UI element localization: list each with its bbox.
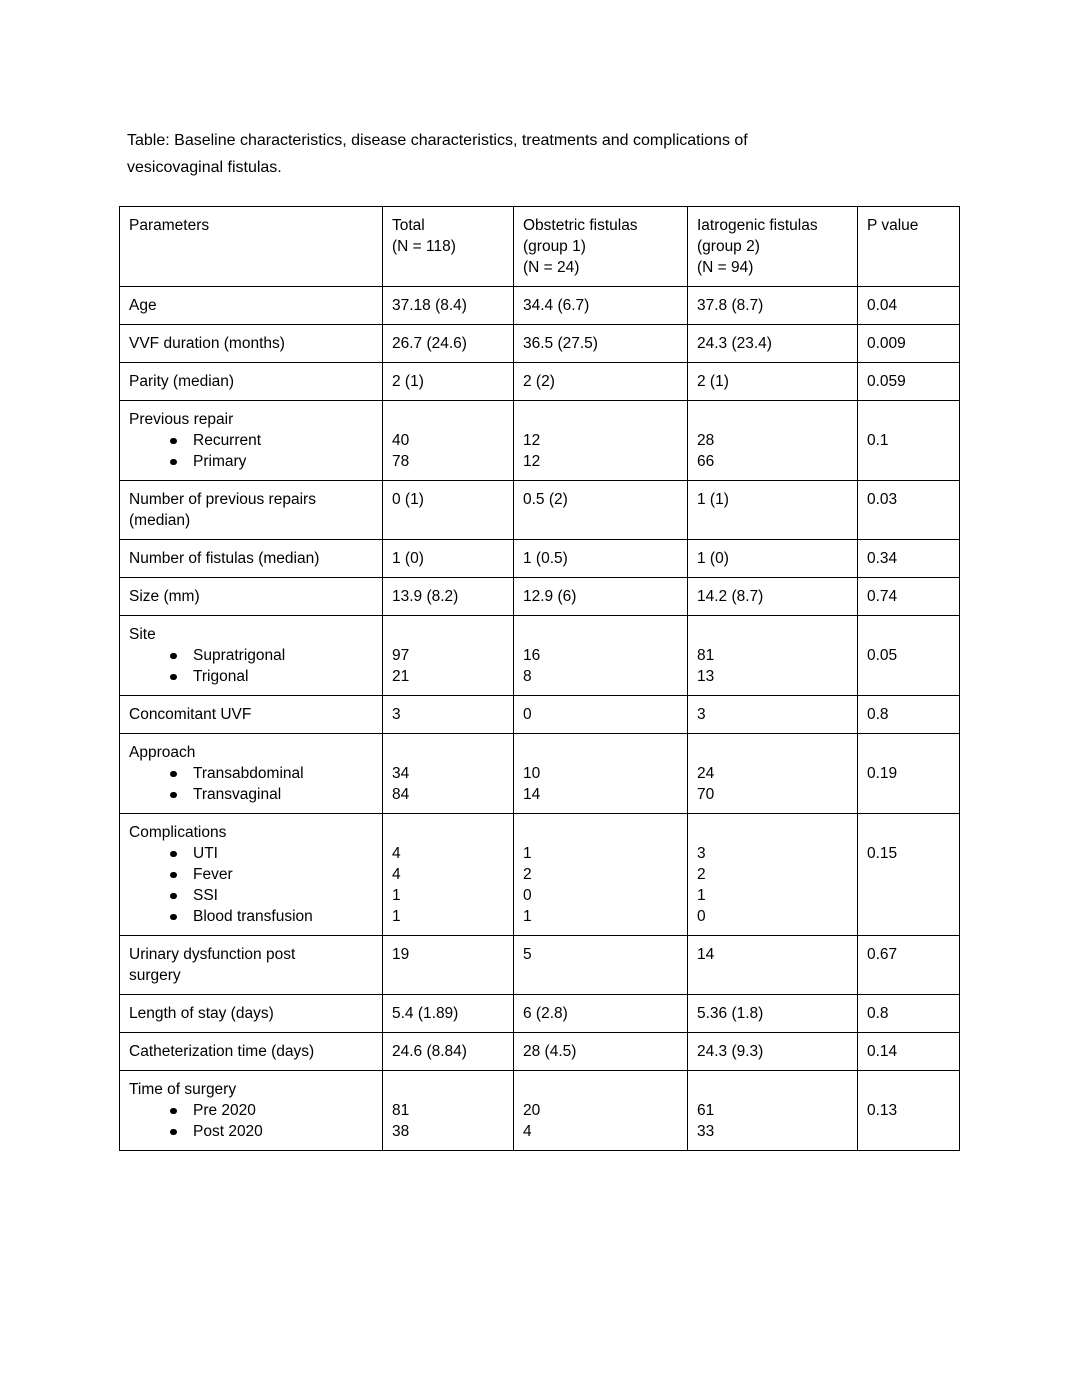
cell-text-line: (N = 118) <box>392 238 456 255</box>
table-row <box>120 995 960 1033</box>
cell-text-line: Site <box>129 626 156 643</box>
obstetric-cell <box>514 1071 688 1151</box>
pvalue-cell <box>858 325 960 363</box>
obstetric-cell <box>514 995 688 1033</box>
cell-text-line: 0.13 <box>867 1102 898 1119</box>
cell-text-line: 5.36 (1.8) <box>697 1005 764 1022</box>
cell-text-line: 3 <box>697 706 706 723</box>
total-cell <box>383 734 514 814</box>
bullet-icon <box>170 459 177 466</box>
iatrogenic-cell <box>688 936 858 995</box>
iatrogenic-cell <box>688 287 858 325</box>
cell-text-line: 0.15 <box>867 845 898 862</box>
cell-text-line: 0 <box>523 706 532 723</box>
cell-text-line: 5 <box>523 946 532 963</box>
cell-text-line: 37.18 (8.4) <box>392 297 467 314</box>
param-cell <box>120 540 383 578</box>
bullet-list-item <box>129 451 373 472</box>
cell-text-line: 84 <box>392 786 410 803</box>
obstetric-cell <box>514 616 688 696</box>
cell-text-line: 21 <box>392 668 410 685</box>
blank-line <box>697 1079 848 1100</box>
iatrogenic-cell <box>688 995 858 1033</box>
header-row <box>120 207 960 287</box>
bullet-list-item <box>129 763 373 784</box>
cell-text-line: Previous repair <box>129 411 234 428</box>
obstetric-cell <box>514 287 688 325</box>
bullet-list-item <box>129 430 373 451</box>
total-cell <box>383 936 514 995</box>
blank-line <box>867 742 950 763</box>
bullet-item-label: Transabdominal <box>193 765 304 782</box>
blank-line <box>392 742 504 763</box>
cell-text-line: (median) <box>129 512 191 529</box>
cell-text-line: 0.1 <box>867 432 889 449</box>
cell-text-line: Concomitant UVF <box>129 706 252 723</box>
header-param-cell <box>120 207 383 287</box>
blank-line <box>697 742 848 763</box>
bullet-item-label: Recurrent <box>193 432 262 449</box>
cell-text-line: 0.8 <box>867 1005 889 1022</box>
cell-text-line: 2 (2) <box>523 373 555 390</box>
cell-text-line: 12 <box>523 432 541 449</box>
cell-text-line: 3 <box>392 706 401 723</box>
cell-text-line: 0.19 <box>867 765 898 782</box>
pvalue-cell <box>858 540 960 578</box>
cell-text-line: 16 <box>523 647 541 664</box>
cell-text-line: 33 <box>697 1123 715 1140</box>
blank-line <box>867 409 950 430</box>
cell-text-line: 1 (0) <box>697 550 729 567</box>
cell-text-line: 38 <box>392 1123 410 1140</box>
iatrogenic-cell <box>688 616 858 696</box>
cell-text-line: 24 <box>697 765 715 782</box>
cell-text-line: 19 <box>392 946 410 963</box>
param-cell <box>120 363 383 401</box>
bullet-item-label: Supratrigonal <box>193 647 286 664</box>
obstetric-cell <box>514 696 688 734</box>
blank-line <box>523 822 678 843</box>
table-body <box>120 287 960 1151</box>
blank-line <box>523 409 678 430</box>
cell-text-line: 2 (1) <box>392 373 424 390</box>
cell-text-line: 1 <box>697 887 706 904</box>
bullet-item-label: Primary <box>193 453 247 470</box>
iatrogenic-cell <box>688 814 858 936</box>
cell-text-line: 0.74 <box>867 588 898 605</box>
bullet-list-item <box>129 784 373 805</box>
cell-text-line: Catheterization time (days) <box>129 1043 315 1060</box>
bullet-icon <box>170 851 177 858</box>
cell-text-line: 0.04 <box>867 297 898 314</box>
cell-text-line: (group 1) <box>523 238 586 255</box>
cell-text-line: 1 (0.5) <box>523 550 568 567</box>
iatrogenic-cell <box>688 540 858 578</box>
cell-text-line: 28 (4.5) <box>523 1043 577 1060</box>
blank-line <box>867 624 950 645</box>
table-row <box>120 401 960 481</box>
total-cell <box>383 696 514 734</box>
param-cell <box>120 696 383 734</box>
total-cell <box>383 287 514 325</box>
cell-text-line: 13 <box>697 668 715 685</box>
cell-text-line: 20 <box>523 1102 541 1119</box>
param-cell <box>120 1071 383 1151</box>
bullet-icon <box>170 1129 177 1136</box>
total-cell <box>383 1071 514 1151</box>
table-row <box>120 734 960 814</box>
cell-text-line: Number of fistulas (median) <box>129 550 320 567</box>
blank-line <box>523 742 678 763</box>
bullet-icon <box>170 438 177 445</box>
pvalue-cell <box>858 1071 960 1151</box>
bullet-icon <box>170 771 177 778</box>
blank-line <box>392 409 504 430</box>
iatrogenic-cell <box>688 1071 858 1151</box>
bullet-list-item <box>129 864 373 885</box>
total-cell <box>383 401 514 481</box>
cell-text-line: 13.9 (8.2) <box>392 588 459 605</box>
cell-text-line: Size (mm) <box>129 588 200 605</box>
cell-text-line: 34.4 (6.7) <box>523 297 590 314</box>
iatrogenic-cell <box>688 1033 858 1071</box>
bullet-list-item <box>129 843 373 864</box>
obstetric-cell <box>514 363 688 401</box>
bullet-icon <box>170 893 177 900</box>
pvalue-cell <box>858 995 960 1033</box>
iatrogenic-cell <box>688 481 858 540</box>
cell-text-line: 0.5 (2) <box>523 491 568 508</box>
baseline-characteristics-table <box>119 206 960 1151</box>
header-total-cell <box>383 207 514 287</box>
cell-text-line: 24.6 (8.84) <box>392 1043 467 1060</box>
cell-text-line: 28 <box>697 432 715 449</box>
bullet-icon <box>170 1108 177 1115</box>
table-row <box>120 287 960 325</box>
bullet-icon <box>170 653 177 660</box>
cell-text-line: 61 <box>697 1102 715 1119</box>
cell-text-line: 0.34 <box>867 550 898 567</box>
blank-line <box>697 822 848 843</box>
table-row <box>120 1033 960 1071</box>
cell-text-line: 12.9 (6) <box>523 588 577 605</box>
cell-text-line: Total <box>392 217 425 234</box>
total-cell <box>383 814 514 936</box>
pvalue-cell <box>858 363 960 401</box>
cell-text-line: (group 2) <box>697 238 760 255</box>
cell-text-line: 3 <box>697 845 706 862</box>
param-cell <box>120 814 383 936</box>
header-obstetric-cell <box>514 207 688 287</box>
param-cell <box>120 287 383 325</box>
obstetric-cell <box>514 1033 688 1071</box>
total-cell <box>383 578 514 616</box>
param-cell <box>120 995 383 1033</box>
cell-text-line: 1 (0) <box>392 550 424 567</box>
cell-text-line: 0 <box>523 887 532 904</box>
table-row <box>120 325 960 363</box>
obstetric-cell <box>514 734 688 814</box>
cell-text-line: 0.67 <box>867 946 898 963</box>
param-cell <box>120 616 383 696</box>
cell-text-line: 5.4 (1.89) <box>392 1005 459 1022</box>
bullet-item-label: Post 2020 <box>193 1123 263 1140</box>
cell-text-line: surgery <box>129 967 181 984</box>
table-row <box>120 481 960 540</box>
param-cell <box>120 1033 383 1071</box>
cell-text-line: 1 <box>392 887 401 904</box>
cell-text-line: (N = 94) <box>697 259 754 276</box>
table-caption-line: Table: Baseline characteristics, disease characteristics, treatments and complications of <box>127 132 748 149</box>
pvalue-cell <box>858 936 960 995</box>
blank-line <box>392 1079 504 1100</box>
cell-text-line: 4 <box>392 845 401 862</box>
cell-text-line: 2 (1) <box>697 373 729 390</box>
bullet-icon <box>170 872 177 879</box>
cell-text-line: 78 <box>392 453 410 470</box>
table-caption-line: vesicovaginal fistulas. <box>127 159 282 176</box>
cell-text-line: 14 <box>523 786 541 803</box>
cell-text-line: 1 <box>523 845 532 862</box>
param-cell <box>120 325 383 363</box>
iatrogenic-cell <box>688 578 858 616</box>
cell-text-line: Time of surgery <box>129 1081 237 1098</box>
cell-text-line: Parameters <box>129 217 210 234</box>
pvalue-cell <box>858 814 960 936</box>
pvalue-cell <box>858 401 960 481</box>
cell-text-line: 81 <box>697 647 715 664</box>
iatrogenic-cell <box>688 363 858 401</box>
cell-text-line: 0.03 <box>867 491 898 508</box>
cell-text-line: Urinary dysfunction post <box>129 946 296 963</box>
obstetric-cell <box>514 814 688 936</box>
total-cell <box>383 995 514 1033</box>
obstetric-cell <box>514 325 688 363</box>
cell-text-line: 1 (1) <box>697 491 729 508</box>
total-cell <box>383 481 514 540</box>
table-row <box>120 1071 960 1151</box>
cell-text-line: 34 <box>392 765 410 782</box>
bullet-list-item <box>129 666 373 687</box>
cell-text-line: 2 <box>697 866 706 883</box>
blank-line <box>867 1079 950 1100</box>
total-cell <box>383 1033 514 1071</box>
pvalue-cell <box>858 578 960 616</box>
total-cell <box>383 616 514 696</box>
total-cell <box>383 363 514 401</box>
bullet-item-label: Pre 2020 <box>193 1102 256 1119</box>
table-row <box>120 936 960 995</box>
cell-text-line: Complications <box>129 824 227 841</box>
table-row <box>120 540 960 578</box>
param-cell <box>120 401 383 481</box>
iatrogenic-cell <box>688 696 858 734</box>
cell-text-line: 37.8 (8.7) <box>697 297 764 314</box>
table-row <box>120 616 960 696</box>
cell-text-line: 14 <box>697 946 715 963</box>
header-iatrogenic-cell <box>688 207 858 287</box>
blank-line <box>523 624 678 645</box>
bullet-list-item <box>129 885 373 906</box>
bullet-list-item <box>129 906 373 927</box>
pvalue-cell <box>858 481 960 540</box>
blank-line <box>697 624 848 645</box>
cell-text-line: 0 <box>697 908 706 925</box>
cell-text-line: Number of previous repairs <box>129 491 316 508</box>
param-cell <box>120 936 383 995</box>
cell-text-line: 66 <box>697 453 715 470</box>
obstetric-cell <box>514 578 688 616</box>
cell-text-line: Parity (median) <box>129 373 235 390</box>
blank-line <box>392 822 504 843</box>
table-caption <box>127 127 917 181</box>
obstetric-cell <box>514 481 688 540</box>
cell-text-line: 70 <box>697 786 715 803</box>
bullet-list-item <box>129 645 373 666</box>
pvalue-cell <box>858 1033 960 1071</box>
cell-text-line: 97 <box>392 647 410 664</box>
blank-line <box>392 624 504 645</box>
cell-text-line: 26.7 (24.6) <box>392 335 467 352</box>
iatrogenic-cell <box>688 325 858 363</box>
bullet-item-label: SSI <box>193 887 218 904</box>
obstetric-cell <box>514 936 688 995</box>
bullet-list-item <box>129 1100 373 1121</box>
blank-line <box>867 822 950 843</box>
cell-text-line: Iatrogenic fistulas <box>697 217 818 234</box>
obstetric-cell <box>514 401 688 481</box>
obstetric-cell <box>514 540 688 578</box>
cell-text-line: 24.3 (9.3) <box>697 1043 764 1060</box>
bullet-icon <box>170 792 177 799</box>
table-row <box>120 578 960 616</box>
param-cell <box>120 734 383 814</box>
cell-text-line: P value <box>867 217 919 234</box>
pvalue-cell <box>858 734 960 814</box>
bullet-icon <box>170 914 177 921</box>
cell-text-line: 0 (1) <box>392 491 424 508</box>
blank-line <box>523 1079 678 1100</box>
blank-line <box>697 409 848 430</box>
cell-text-line: 4 <box>523 1123 532 1140</box>
bullet-item-label: Blood transfusion <box>193 908 313 925</box>
param-cell <box>120 481 383 540</box>
cell-text-line: 1 <box>523 908 532 925</box>
cell-text-line: 0.009 <box>867 335 906 352</box>
cell-text-line: 4 <box>392 866 401 883</box>
pvalue-cell <box>858 696 960 734</box>
cell-text-line: 0.059 <box>867 373 906 390</box>
bullet-item-label: Transvaginal <box>193 786 282 803</box>
cell-text-line: VVF duration (months) <box>129 335 285 352</box>
cell-text-line: 12 <box>523 453 541 470</box>
cell-text-line: 24.3 (23.4) <box>697 335 772 352</box>
cell-text-line: 40 <box>392 432 410 449</box>
cell-text-line: 2 <box>523 866 532 883</box>
cell-text-line: Obstetric fistulas <box>523 217 638 234</box>
total-cell <box>383 540 514 578</box>
pvalue-cell <box>858 616 960 696</box>
cell-text-line: 0.8 <box>867 706 889 723</box>
cell-text-line: Length of stay (days) <box>129 1005 274 1022</box>
cell-text-line: 0.14 <box>867 1043 898 1060</box>
cell-text-line: 81 <box>392 1102 410 1119</box>
bullet-list-item <box>129 1121 373 1142</box>
header-pvalue-cell <box>858 207 960 287</box>
bullet-icon <box>170 674 177 681</box>
table-row <box>120 696 960 734</box>
table-row <box>120 814 960 936</box>
pvalue-cell <box>858 287 960 325</box>
cell-text-line: 6 (2.8) <box>523 1005 568 1022</box>
cell-text-line: 10 <box>523 765 541 782</box>
bullet-item-label: Fever <box>193 866 233 883</box>
table-head <box>120 207 960 287</box>
cell-text-line: 14.2 (8.7) <box>697 588 764 605</box>
cell-text-line: 0.05 <box>867 647 898 664</box>
cell-text-line: 8 <box>523 668 532 685</box>
cell-text-line: 1 <box>392 908 401 925</box>
cell-text-line: Age <box>129 297 157 314</box>
param-cell <box>120 578 383 616</box>
iatrogenic-cell <box>688 401 858 481</box>
cell-text-line: 36.5 (27.5) <box>523 335 598 352</box>
cell-text-line: Approach <box>129 744 196 761</box>
iatrogenic-cell <box>688 734 858 814</box>
table-row <box>120 363 960 401</box>
bullet-item-label: UTI <box>193 845 218 862</box>
total-cell <box>383 325 514 363</box>
bullet-item-label: Trigonal <box>193 668 249 685</box>
cell-text-line: (N = 24) <box>523 259 580 276</box>
